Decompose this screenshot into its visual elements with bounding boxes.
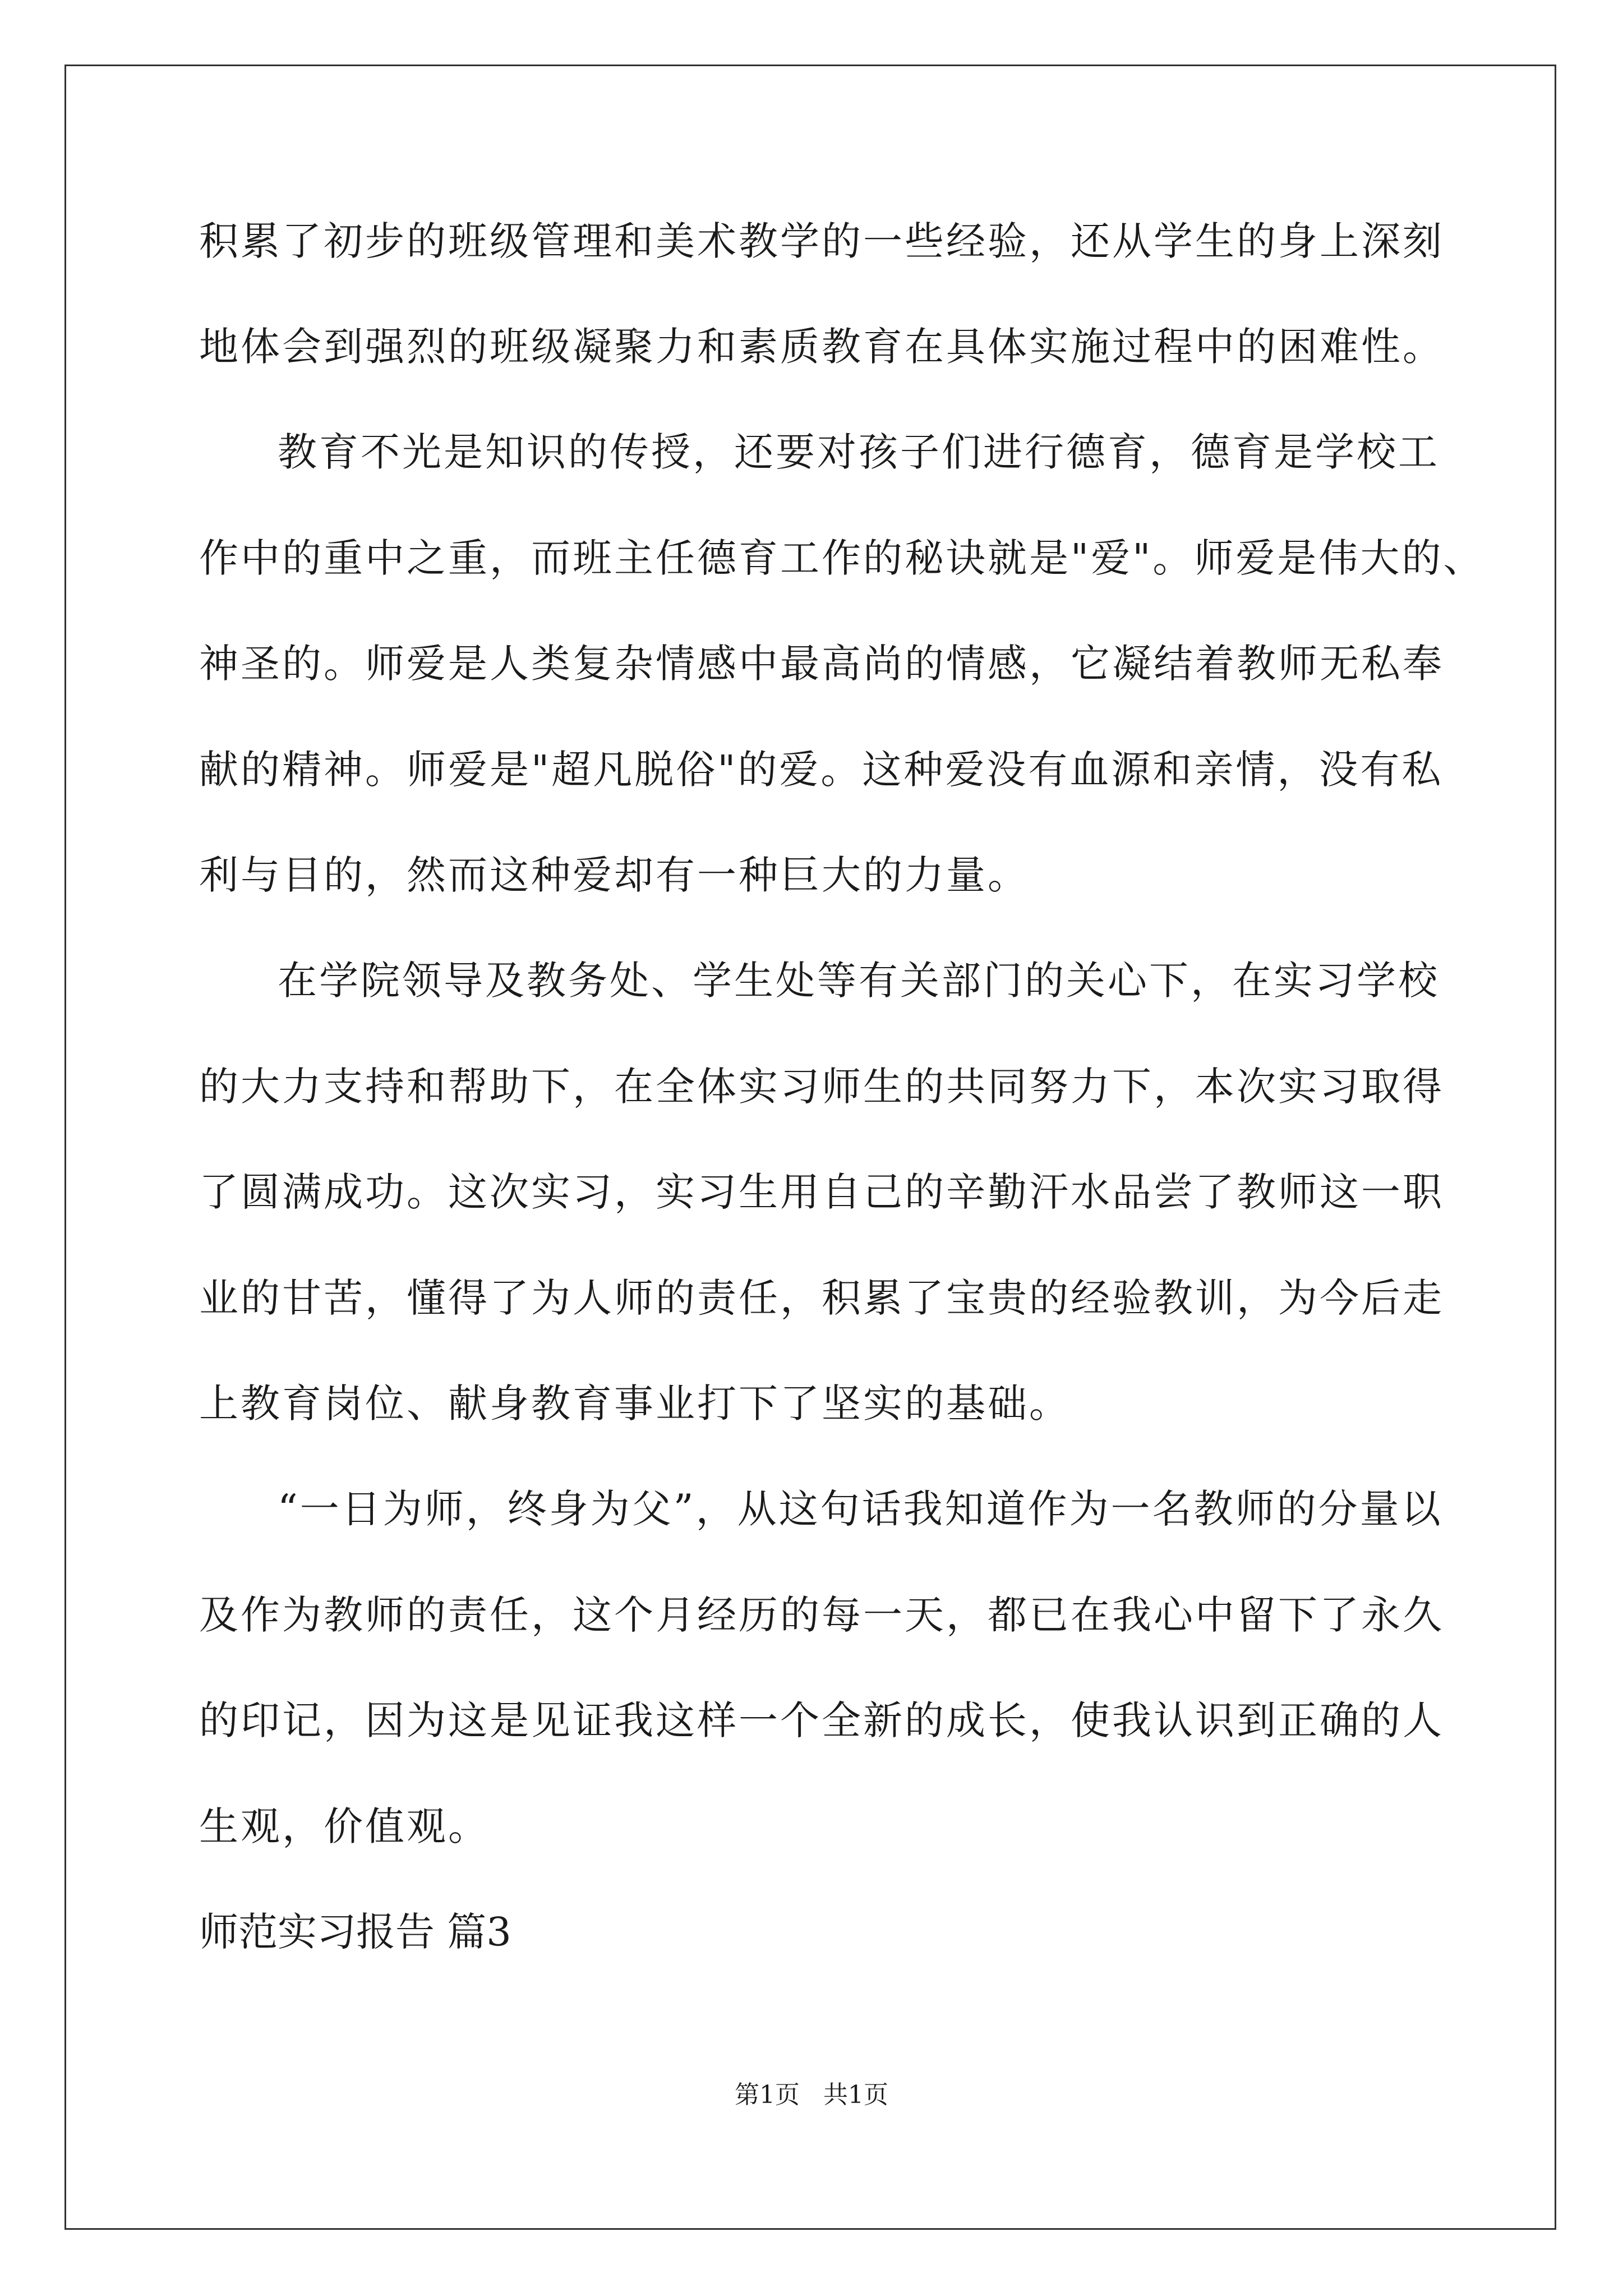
paragraph-start-line: 在学院领导及教务处、学生处等有关部门的关心下，在实习学校	[278, 958, 1440, 1004]
text-line: 业的甘苦，懂得了为人师的责任，积累了宝贵的经验教训，为今后走	[199, 1275, 1444, 1321]
text-line: 利与目的，然而这种爱却有一种巨大的力量。	[199, 852, 1029, 898]
text-line: 神圣的。师爱是人类复杂情感中最高尚的情感，它凝结着教师无私奉	[199, 641, 1444, 687]
text-line: 地体会到强烈的班级凝聚力和素质教育在具体实施过程中的困难性。	[199, 324, 1444, 370]
page-border	[64, 65, 1556, 2230]
text-line: 的印记，因为这是见证我这样一个全新的成长，使我认识到正确的人	[199, 1697, 1444, 1743]
text-line: 及作为教师的责任，这个月经历的每一天，都已在我心中留下了永久	[199, 1592, 1444, 1638]
text-line: 献的精神。师爱是"超凡脱俗"的爱。这种爱没有血源和亲情，没有私	[199, 747, 1444, 793]
text-line: 了圆满成功。这次实习，实习生用自己的辛勤汗水品尝了教师这一职	[199, 1169, 1444, 1215]
section-heading: 师范实习报告 篇3	[199, 1909, 511, 1955]
text-line: 的大力支持和帮助下，在全体实习师生的共同努力下，本次实习取得	[199, 1064, 1444, 1110]
text-line: 上教育岗位、献身教育事业打下了坚实的基础。	[199, 1381, 1071, 1427]
text-line: 作中的重中之重，而班主任德育工作的秘诀就是"爱"。师爱是伟大的、	[199, 535, 1485, 581]
text-line: 积累了初步的班级管理和美术教学的一些经验，还从学生的身上深刻	[199, 218, 1444, 264]
page-number-label: 第1页 共1页	[735, 2081, 888, 2109]
text-line: 生观，价值观。	[199, 1803, 490, 1849]
page-footer	[0, 2078, 1623, 2112]
paragraph-start-line: “一日为师，终身为父”，从这句话我知道作为一名教师的分量以	[278, 1486, 1443, 1532]
paragraph-start-line: 教育不光是知识的传授，还要对孩子们进行德育，德育是学校工	[278, 429, 1440, 475]
